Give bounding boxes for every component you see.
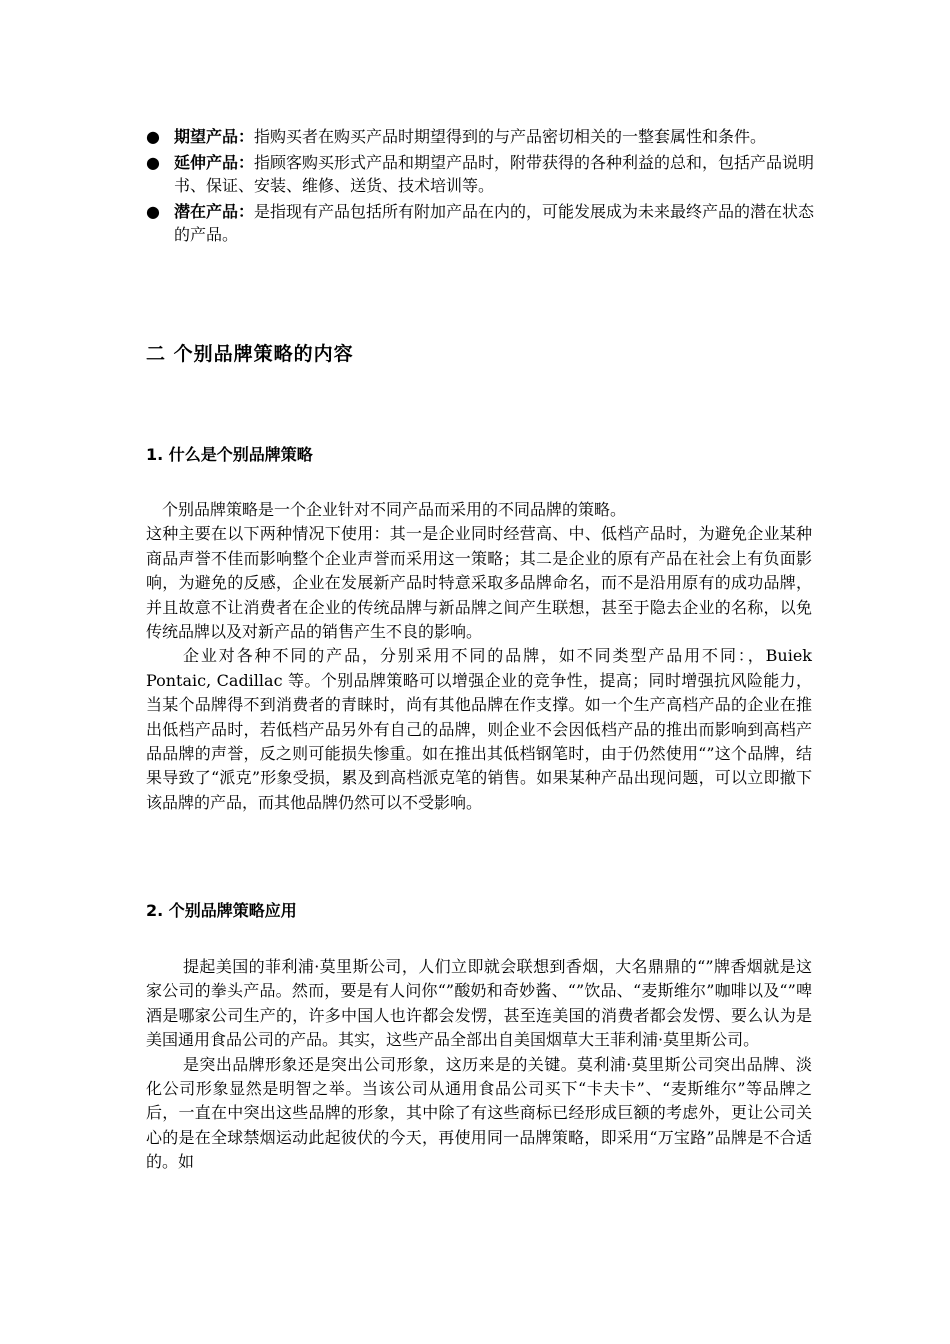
list-item-text: 指顾客购买形式产品和期望产品时，附带获得的各种利益的总和，包括产品说明书、保证、安装、维修、送货、技术培训等。 [174,153,815,195]
bullet-icon: ● [146,202,160,221]
subsection-1-body [146,498,812,815]
list-item-extended-product [146,151,826,197]
paragraph: 个别品牌策略是一个企业针对不同产品而采用的不同品牌的策略。 [162,500,627,519]
list-item-term: 期望产品： [174,127,255,146]
paragraph: 提起美国的菲利浦·莫里斯公司，人们立即就会联想到香烟，大名鼎鼎的“”牌香烟就是这家公司的拳头产品。然而，要是有人问你“”酸奶和奇妙酱、“”饮品、“麦斯维尔”咖啡以及“”啤酒是哪家公司生产的，许多中国人也许都会发愣，甚至连美国的消费者都会发愣、要么认为是美国通用食品公司的产品。其实，这些产品全部出自美国烟草大王菲利浦·莫里斯公司。 [146,957,812,1050]
list-item-text: 指购买者在购买产品时期望得到的与产品密切相关的一整套属性和条件。 [254,127,767,146]
list-item-term: 潜在产品： [174,202,255,221]
paragraph: 是突出品牌形象还是突出公司形象，这历来是的关键。莫利浦·莫里斯公司突出品牌、淡化公司形象显然是明智之举。当该公司从通用食品公司买下“卡夫卡”、“麦斯维尔”等品牌之后，一直在中突出这些品牌的形象，其中除了有这些商标已经形成巨额的考虑外，更让公司关心的是在全球禁烟运动此起彼伏的今天，再使用同一品牌策略，即采用“万宝路”品牌是不合适的。如 [146,1054,812,1172]
list-item-text: 是指现有产品包括所有附加产品在内的，可能发展成为未来最终产品的潜在状态的产品。 [174,202,815,244]
bullet-icon: ● [146,127,160,146]
subsection-1-title: 1. 什么是个别品牌策略 [146,445,313,464]
paragraph: 企业对各种不同的产品，分别采用不同的品牌，如不同类型产品用不同：，Buiek Pontaic, Cadillac 等。个别品牌策略可以增强企业的竞争性，提高；同时增强抗风险能力，当某个品牌得不到消费者的青睐时，尚有其他品牌在作支撑。如一个生产高档产品的企业在推出低档产品时，若低档产品另外有自己的品牌，则企业不会因低档产品的推出而影响到高档产品品牌的声誉，反之则可能损失惨重。如在推出其低档钢笔时，由于仍然使用“”这个品牌，结果导致了“派克”形象受损，累及到高档派克笔的销售。如果某种产品出现问题，可以立即撤下该品牌的产品，而其他品牌仍然可以不受影响。 [146,646,812,812]
bullet-icon: ● [146,153,160,172]
product-levels-list [146,125,826,249]
subsection-2-title: 2. 个别品牌策略应用 [146,901,297,920]
list-item-term: 延伸产品： [174,153,255,172]
section-title: 二 个别品牌策略的内容 [146,343,354,365]
paragraph: 这种主要在以下两种情况下使用：其一是企业同时经营高、中、低档产品时，为避免企业某种商品声誉不佳而影响整个企业声誉而采用这一策略；其二是企业的原有产品在社会上有负面影响，为避免的反感，企业在发展新产品时特意采取多品牌命名，而不是沿用原有的成功品牌，并且故意不让消费者在企业的传统品牌与新品牌之间产生联想，甚至于隐去企业的名称，以免传统品牌以及对新产品的销售产生不良的影响。 [146,524,812,642]
list-item-expected-product [146,125,826,148]
list-item-potential-product [146,200,826,246]
subsection-2-body [146,955,812,1175]
